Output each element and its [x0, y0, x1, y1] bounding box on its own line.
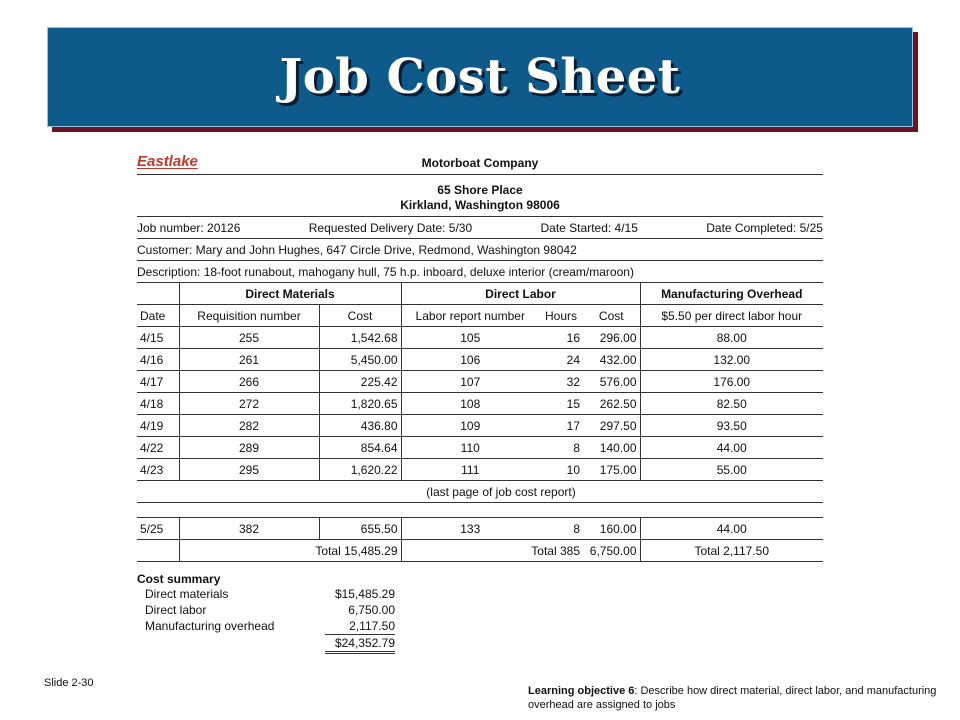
table-row: [137, 393, 823, 415]
slide-number: Slide 2-30: [44, 677, 94, 689]
row-dl-cost: 175.00: [583, 459, 640, 481]
note-row: [137, 481, 823, 503]
total-direct-labor: 6,750.00: [583, 540, 640, 562]
job-number: Job number: 20126: [137, 220, 241, 235]
table-row: [137, 349, 823, 371]
row-requisition: 282: [179, 415, 319, 437]
row-dl-cost: 576.00: [583, 371, 640, 393]
summary-label: Manufacturing overhead: [145, 619, 275, 634]
description-row: [137, 261, 823, 283]
job-info-row: [137, 217, 823, 239]
row-hours: 32: [539, 371, 583, 393]
summary-amount: 6,750.00: [348, 603, 395, 617]
group-direct-labor: Direct Labor: [401, 283, 640, 305]
cost-summary-table: [137, 586, 395, 654]
row-dm-cost: 1,620.22: [319, 459, 401, 481]
job-cost-sheet: [137, 148, 823, 654]
last-page-note: (last page of job cost report): [179, 481, 823, 503]
objective-text: : Describe how direct material, direct labor, and manufacturing overhead are assigned to jobs: [528, 685, 937, 711]
row-overhead: 44.00: [640, 437, 823, 459]
row-dl-cost: 432.00: [583, 349, 640, 371]
col-requisition: Requisition number: [179, 305, 319, 327]
spacer-row: [137, 503, 823, 518]
row-dl-cost: 262.50: [583, 393, 640, 415]
address-line-2: Kirkland, Washington 98006: [400, 198, 560, 212]
row-overhead: 44.00: [640, 518, 823, 540]
row-hours: 15: [539, 393, 583, 415]
row-hours: 8: [539, 518, 583, 540]
col-hours: Hours: [539, 305, 583, 327]
col-labor-report: Labor report number: [401, 305, 539, 327]
summary-amount: 2,117.50: [325, 618, 395, 635]
row-labor-report: 111: [401, 459, 539, 481]
row-hours: 8: [539, 437, 583, 459]
customer: Customer: Mary and John Hughes, 647 Circle Drive, Redmond, Washington 98042: [137, 242, 577, 257]
address-line-1: 65 Shore Place: [437, 183, 523, 197]
summary-label: Direct labor: [145, 603, 207, 617]
row-dm-cost: 655.50: [319, 518, 401, 540]
table-row: [137, 518, 823, 540]
summary-row: [137, 618, 395, 635]
row-dm-cost: 854.64: [319, 437, 401, 459]
requested-delivery-date: Requested Delivery Date: 5/30: [308, 220, 473, 235]
column-header-row: [137, 305, 823, 327]
table-row: [137, 437, 823, 459]
summary-amount: $15,485.29: [334, 587, 395, 601]
date-completed: Date Completed: 5/25: [706, 220, 823, 235]
row-requisition: 261: [179, 349, 319, 371]
col-date: Date: [137, 305, 179, 327]
table-row: [137, 327, 823, 349]
summary-row: [137, 602, 395, 618]
row-requisition: 272: [179, 393, 319, 415]
row-labor-report: 105: [401, 327, 539, 349]
row-dm-cost: 5,450.00: [319, 349, 401, 371]
total-direct-materials: Total 15,485.29: [179, 540, 401, 562]
row-requisition: 255: [179, 327, 319, 349]
row-dl-cost: 140.00: [583, 437, 640, 459]
row-labor-report: 106: [401, 349, 539, 371]
row-date: 4/16: [137, 349, 179, 371]
row-date: 4/19: [137, 415, 179, 437]
row-date: 4/15: [137, 327, 179, 349]
col-dl-cost: Cost: [583, 305, 640, 327]
company-address: [137, 175, 823, 217]
row-labor-report: 107: [401, 371, 539, 393]
row-dm-cost: 1,820.65: [319, 393, 401, 415]
learning-objective: [528, 684, 948, 712]
slide-title: Job Cost Sheet: [279, 49, 681, 105]
row-hours: 16: [539, 327, 583, 349]
row-requisition: 382: [179, 518, 319, 540]
row-labor-report: 108: [401, 393, 539, 415]
row-dm-cost: 1,542.68: [319, 327, 401, 349]
row-hours: 24: [539, 349, 583, 371]
row-date: 4/18: [137, 393, 179, 415]
company-logo: Eastlake: [137, 153, 198, 170]
row-labor-report: 133: [401, 518, 539, 540]
col-dm-cost: Cost: [319, 305, 401, 327]
row-overhead: 93.50: [640, 415, 823, 437]
date-started: Date Started: 4/15: [540, 220, 638, 235]
summary-row: [137, 586, 395, 602]
sheet-header: [137, 148, 823, 175]
total-overhead: Total 2,117.50: [640, 540, 823, 562]
table-row: [137, 371, 823, 393]
row-date: 4/23: [137, 459, 179, 481]
row-requisition: 289: [179, 437, 319, 459]
table-row: [137, 415, 823, 437]
totals-row: [137, 540, 823, 562]
company-name: Motorboat Company: [421, 156, 539, 170]
row-date: 5/25: [137, 518, 179, 540]
cost-summary: [137, 572, 823, 654]
row-labor-report: 109: [401, 415, 539, 437]
row-dl-cost: 160.00: [583, 518, 640, 540]
row-overhead: 88.00: [640, 327, 823, 349]
row-date: 4/17: [137, 371, 179, 393]
row-labor-report: 110: [401, 437, 539, 459]
title-banner: [47, 27, 913, 127]
cost-rows: [137, 327, 823, 481]
row-dm-cost: 436.80: [319, 415, 401, 437]
description: Description: 18-foot runabout, mahogany hull, 75 h.p. inboard, deluxe interior (cream/maroon): [137, 264, 634, 279]
summary-total: $24,352.79: [325, 635, 395, 653]
summary-total-row: [137, 635, 395, 653]
row-requisition: 295: [179, 459, 319, 481]
table-row: [137, 459, 823, 481]
cost-table: [137, 283, 823, 562]
row-overhead: 176.00: [640, 371, 823, 393]
row-overhead: 132.00: [640, 349, 823, 371]
summary-label: Direct materials: [145, 587, 229, 601]
objective-label: Learning objective 6: [528, 685, 635, 697]
total-labor-hours: Total 385: [401, 540, 583, 562]
row-dm-cost: 225.42: [319, 371, 401, 393]
customer-row: [137, 239, 823, 261]
row-overhead: 82.50: [640, 393, 823, 415]
cost-summary-heading: Cost summary: [137, 572, 221, 586]
group-manufacturing-overhead: Manufacturing Overhead: [640, 283, 823, 305]
row-overhead: 55.00: [640, 459, 823, 481]
col-overhead-rate: $5.50 per direct labor hour: [640, 305, 823, 327]
row-hours: 10: [539, 459, 583, 481]
row-hours: 17: [539, 415, 583, 437]
row-requisition: 266: [179, 371, 319, 393]
row-date: 4/22: [137, 437, 179, 459]
row-dl-cost: 297.50: [583, 415, 640, 437]
group-header-row: [137, 283, 823, 305]
row-dl-cost: 296.00: [583, 327, 640, 349]
group-direct-materials: Direct Materials: [179, 283, 401, 305]
